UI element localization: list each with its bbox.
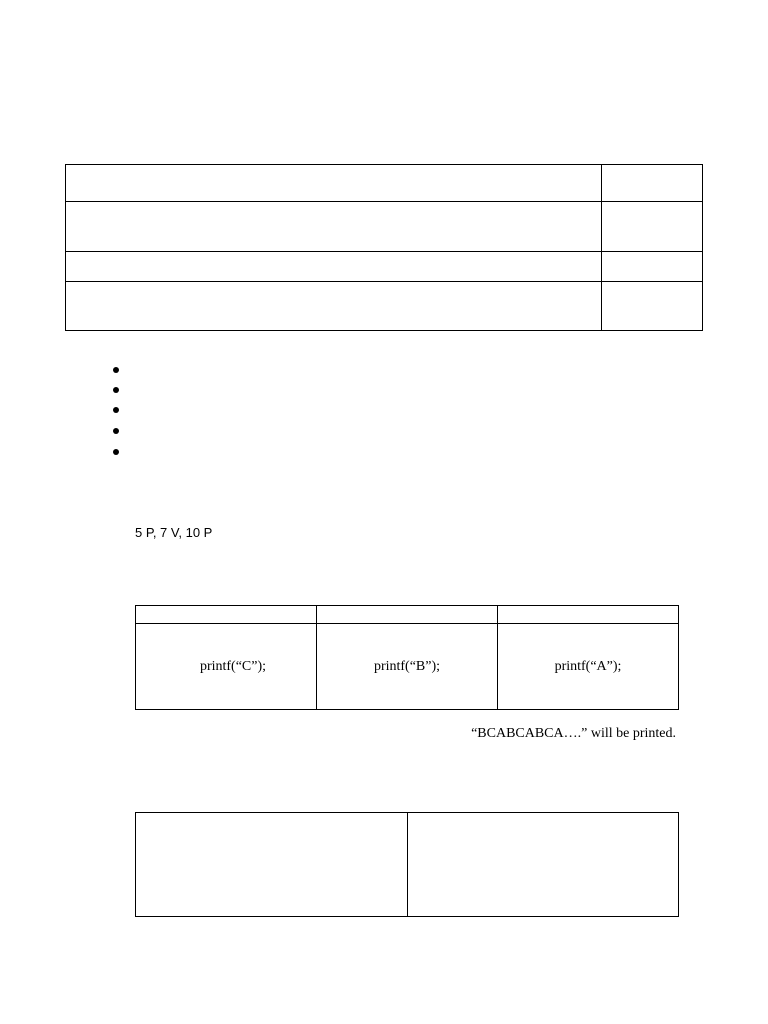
table-row-divider: [66, 281, 702, 282]
table-cell: printf(“A”);: [554, 659, 622, 674]
bullet-icon: [113, 367, 119, 373]
bullet-icon: [113, 428, 119, 434]
table-row-divider: [66, 251, 702, 252]
bullet-icon: [113, 387, 119, 393]
table-row-divider: [66, 201, 702, 202]
table-column-divider: [601, 165, 602, 330]
table-cell: printf(“B”);: [373, 659, 441, 674]
top-table: [65, 164, 703, 331]
table-cell: printf(“C”);: [199, 659, 267, 674]
process-table: [135, 605, 679, 710]
bullet-icon: [113, 407, 119, 413]
bullet-icon: [113, 449, 119, 455]
bottom-table: [135, 812, 679, 917]
table-column-divider: [407, 813, 408, 916]
result-text: “BCABCABCA….” will be printed.: [471, 726, 676, 741]
note-text: 5 P, 7 V, 10 P: [135, 525, 213, 540]
